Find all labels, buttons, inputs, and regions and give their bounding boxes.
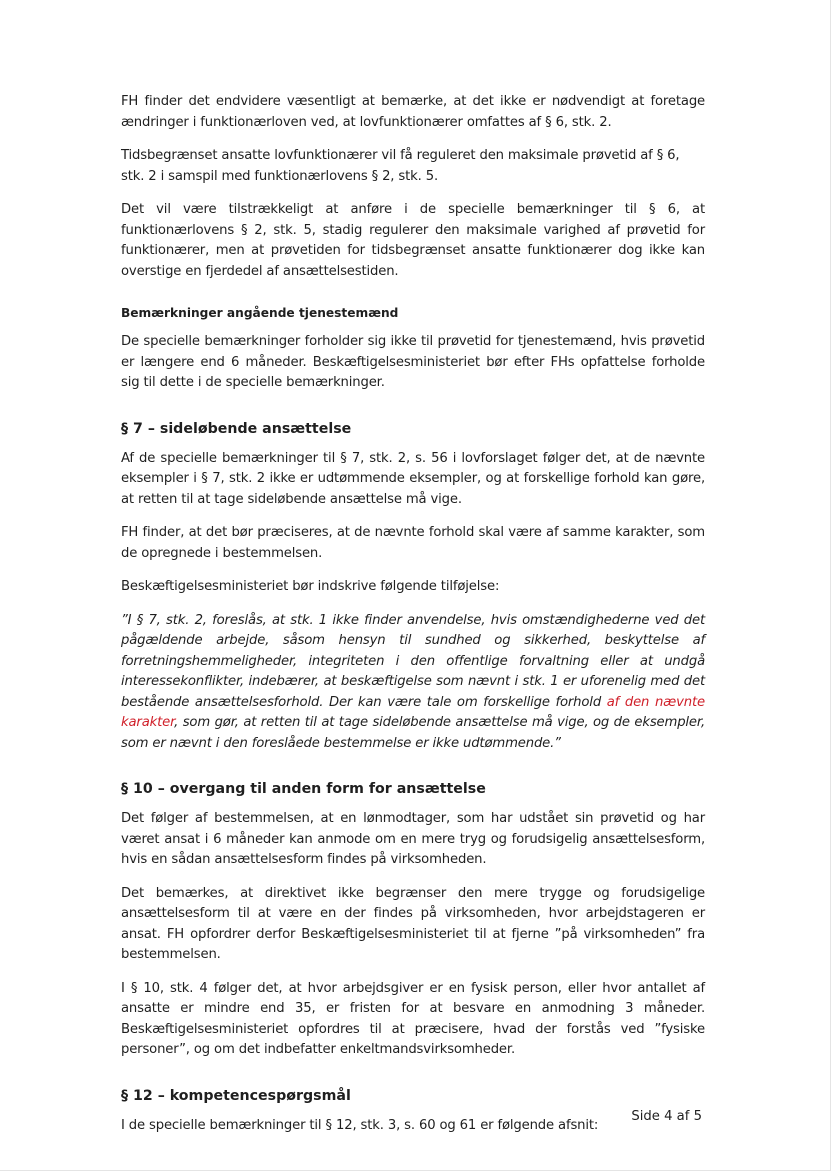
paragraph-section-7-tilfoejelse: Beskæftigelsesministeriet bør indskrive følgende tilføjelse:	[121, 579, 500, 594]
quote-section-7	[121, 611, 705, 755]
paragraph-tidsbegraenset: Tidsbegrænset ansatte lovfunktionærer vil få reguleret den maksimale prøvetid af § 6, stk. 2 i samspil med funktionærlovens § 2, stk. 5.	[121, 148, 680, 184]
heading-tjenestemaend: Bemærkninger angående tjenestemænd	[121, 306, 399, 320]
paragraph-section-10-stk4: I § 10, stk. 4 følger det, at hvor arbejdsgiver er en fysisk person, eller hvor antallet af ansatte er mindre end 35, er fristen for at besvare en anmodning 3 måneder. Beskæftigelsesministeriet opfordres til at præcisere, hvad der forstås ved ”fysiske personer”, og om det indbefatter enkeltmandsvirksomheder.	[121, 980, 705, 1057]
paragraph-tjenestemaend: De specielle bemærkninger forholder sig ikke til prøvetid for tjenestemænd, hvis prøvetid er længere end 6 måneder. Beskæftigelsesministeriet bør efter FHs opfattelse forholde sig til dette i de specielle bemærkninger.	[121, 334, 705, 390]
heading-section-7: § 7 – sideløbende ansættelse	[121, 420, 352, 437]
paragraph-section-10-intro: Det følger af bestemmelsen, at en lønmodtager, som har udstået sin prøvetid og har været ansat i 6 måneder kan anmode om en mere tryg og forudsigelig ansættelsesform, hvis en sådan ansættelsesform findes på virksomheden.	[121, 811, 705, 867]
quote-highlight-red: af den nævnte karakter	[121, 694, 705, 730]
quote-text-start: ”I § 7, stk. 2, foreslås, at stk. 1 ikke finder anvendelse, hvis omstændighederne ved det pågældende arbejde, såsom hensyn til sundhed og sikkerhed, beskyttelse af forretningshemmeligheder, integriteten i den offentlige forvaltning eller at undgå interessekonflikter, indebærer, at beskæftigelse som nævnt i stk. 1 er uforenelig med det bestående ansættelsesforhold. Der kan være tale om forskellige forhold	[121, 612, 705, 710]
paragraph-section-10-direktiv: Det bemærkes, at direktivet ikke begrænser den mere trygge og forudsigelige ansættelsesform til at være en der findes på virksomheden, hvor arbejdstageren er ansat. FH opfordrer derfor Beskæftigelsesministeriet til at fjerne ”på virksomheden” fra bestemmelsen.	[121, 885, 705, 962]
quote-text-end: , som gør, at retten til at tage sideløbende ansættelse må vige, og de eksempler, som er nævnt i den foreslåede bestemmelse er ikke udtømmende.”	[121, 715, 705, 751]
page-number: Side 4 af 5	[631, 1109, 702, 1124]
paragraph-lovfunktionaerer: FH finder det endvidere væsentligt at bemærke, at det ikke er nødvendigt at foretage ændringer i funktionærloven ved, at lovfunktionærer omfattes af § 6, stk. 2.	[121, 94, 705, 130]
heading-section-12: § 12 – kompetencespørgsmål	[121, 1087, 351, 1104]
paragraph-specielle-bemaerkninger-6: Det vil være tilstrækkeligt at anføre i de specielle bemærkninger til § 6, at funktionærlovens § 2, stk. 5, stadig regulerer den maksimale varighed af prøvetid for funktionærer, men at prøvetiden for tidsbegrænset ansatte funktionærer dog ikke kan overstige en fjerdedel af ansættelsestiden.	[121, 202, 705, 279]
paragraph-section-7-praecisering: FH finder, at det bør præciseres, at de nævnte forhold skal være af samme karakter, som de opregnede i bestemmelsen.	[121, 525, 705, 561]
paragraph-section-7-intro: Af de specielle bemærkninger til § 7, stk. 2, s. 56 i lovforslaget følger det, at de nævnte eksempler i § 7, stk. 2 ikke er udtømmende eksempler, og at forskellige forhold kan gøre, at retten til at tage sideløbende ansættelse må vige.	[121, 450, 705, 507]
page-body	[121, 92, 705, 1149]
heading-section-10: § 10 – overgang til anden form for ansættelse	[121, 781, 486, 797]
paragraph-section-12-intro: I de specielle bemærkninger til § 12, stk. 3, s. 60 og 61 er følgende afsnit:	[121, 1117, 599, 1133]
